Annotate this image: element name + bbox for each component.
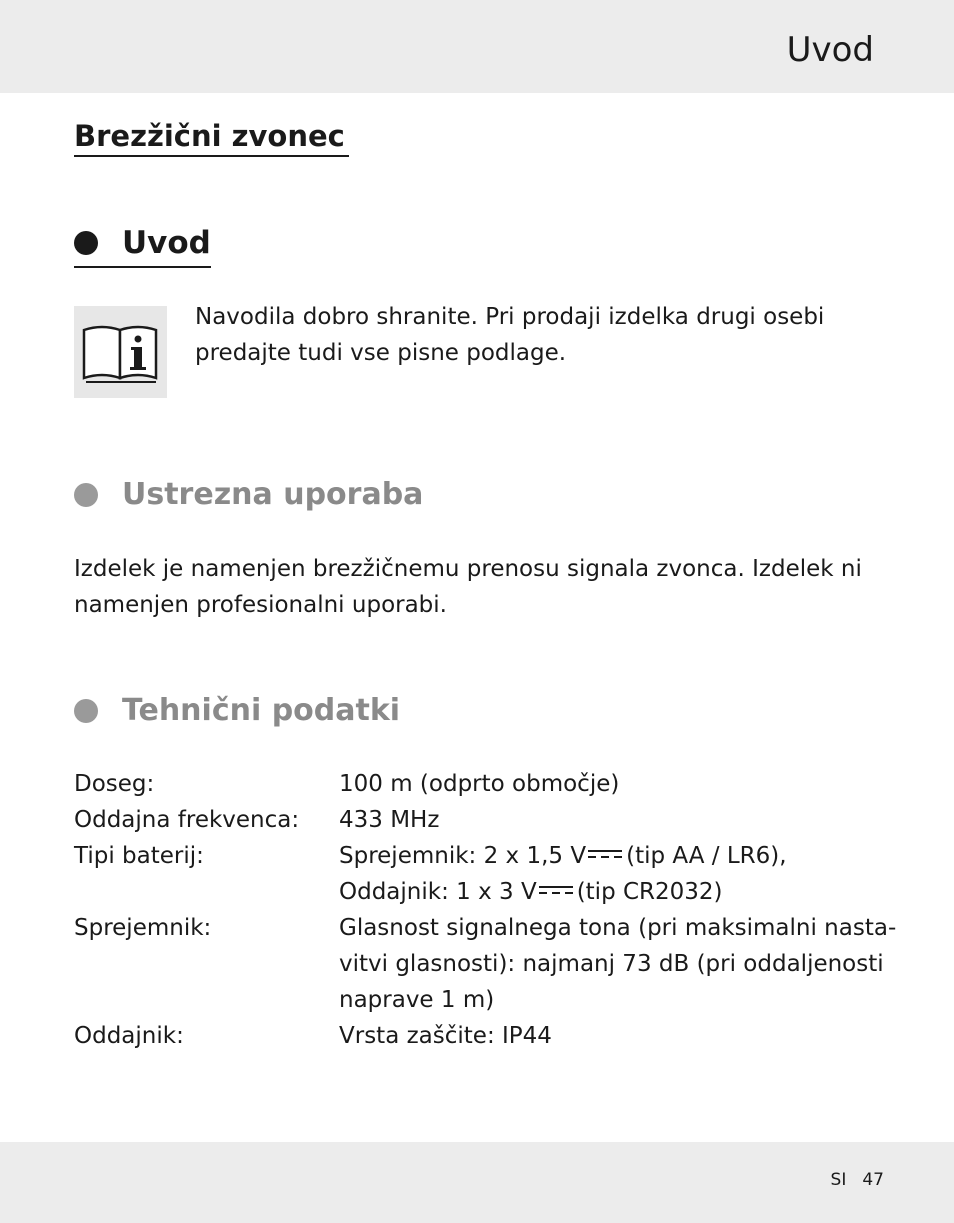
spec-value-receiver-line-1: Glasnost signalnega tona (pri maksimalni nasta- (339, 915, 897, 941)
bullet-icon (74, 699, 98, 723)
spec-label-range: Doseg: (74, 771, 155, 797)
heading-underline (74, 266, 211, 268)
info-book-icon (74, 306, 167, 398)
spec-value-batteries-receiver (339, 838, 787, 874)
footer (831, 1170, 884, 1190)
spec-label-batteries: Tipi baterij: (74, 843, 204, 869)
spec-label-receiver: Sprejemnik: (74, 915, 212, 941)
spec-label-frequency: Oddajna frekvenca: (74, 807, 300, 833)
dc-voltage-icon (539, 885, 573, 895)
header-title: Uvod (786, 30, 874, 70)
section-heading-text: Ustrezna uporaba (122, 477, 424, 512)
spec-value-receiver-line-3: naprave 1 m) (339, 987, 495, 1013)
dc-voltage-icon (588, 849, 622, 859)
intro-text-line-2: predajte tudi vse pisne podlage. (195, 340, 567, 366)
section-heading-usage (74, 476, 423, 514)
spec-value-receiver-line-2: vitvi glasnosti): najmanj 73 dB (pri oddaljenosti (339, 951, 884, 977)
section-heading-text: Uvod (122, 225, 211, 261)
footer-language: SI (830, 1170, 847, 1190)
spec-value-frequency: 433 MHz (339, 807, 440, 833)
usage-text-line-1: Izdelek je namenjen brezžičnemu prenosu signala zvonca. Izdelek ni (74, 556, 862, 582)
footer-band (0, 1142, 954, 1223)
section-heading-specs (74, 692, 400, 730)
spec-value-batteries-transmitter (339, 874, 723, 910)
spec-label-transmitter: Oddajnik: (74, 1023, 184, 1049)
battery-transmitter-type: (tip CR2032) (576, 879, 723, 905)
battery-transmitter-text: Oddajnik: 1 x 3 V (339, 879, 537, 905)
document-title: Brezžični zvonec (74, 117, 349, 157)
bullet-icon (74, 231, 98, 255)
spec-value-range: 100 m (odprto območje) (339, 771, 620, 797)
battery-receiver-text: Sprejemnik: 2 x 1,5 V (339, 843, 587, 869)
bullet-icon (74, 483, 98, 507)
section-heading-text: Tehnični podatki (122, 693, 401, 728)
battery-receiver-type: (tip AA / LR6), (626, 843, 787, 869)
page-number: 47 (862, 1170, 884, 1190)
spec-value-transmitter: Vrsta zaščite: IP44 (339, 1023, 552, 1049)
intro-text-line-1: Navodila dobro shranite. Pri prodaji izdelka drugi osebi (195, 304, 825, 330)
usage-text-line-2: namenjen profesionalni uporabi. (74, 592, 447, 618)
section-heading-intro (74, 224, 211, 262)
